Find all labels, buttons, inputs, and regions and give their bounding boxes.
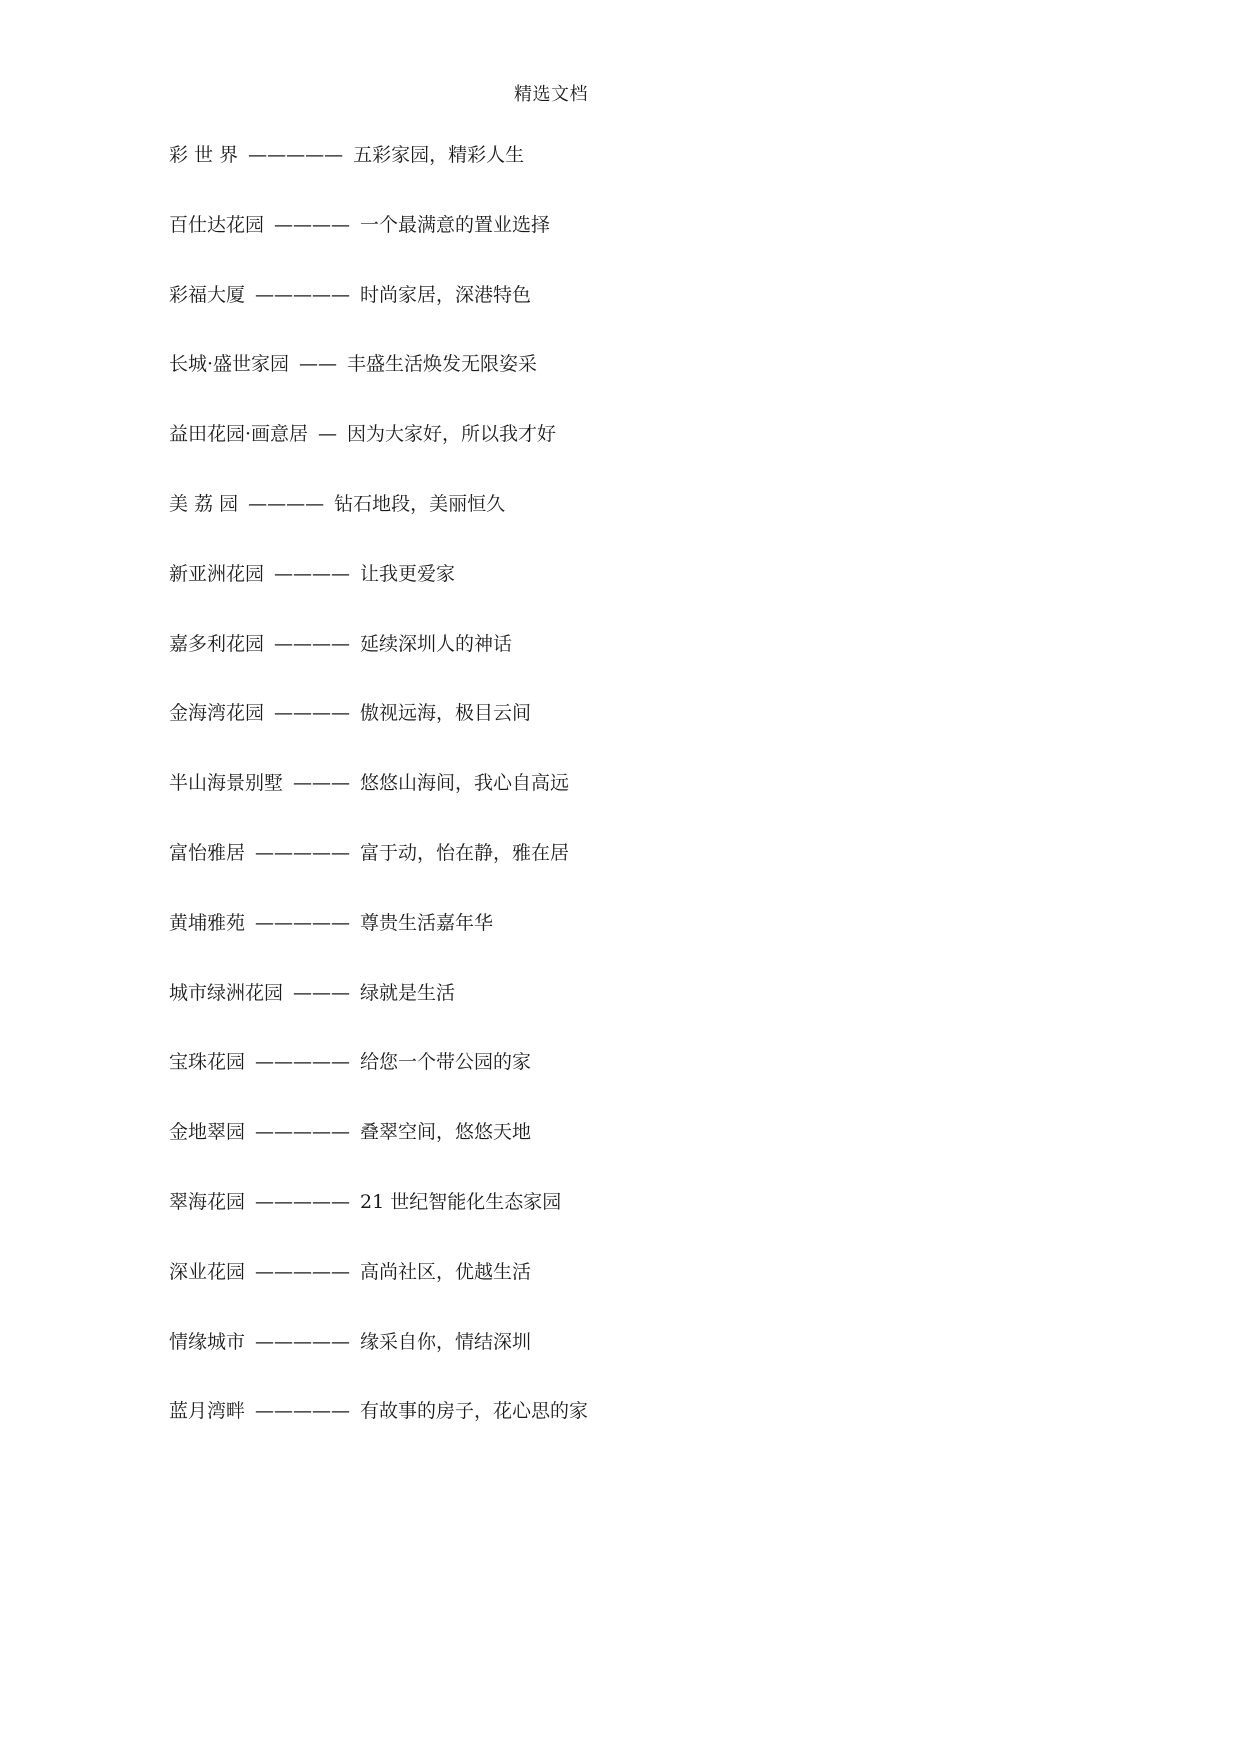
- slogan-text: 五彩家园，精彩人生: [353, 144, 525, 166]
- slogan-text: 21 世纪智能化生态家园: [360, 1190, 562, 1213]
- list-item: [169, 631, 989, 701]
- list-item: [169, 1329, 989, 1399]
- slogan-text: 叠翠空间，悠悠天地: [360, 1121, 532, 1144]
- property-name: 城市绿洲花园: [169, 981, 284, 1004]
- slogan-text: 钻石地段，美丽恒久: [334, 492, 506, 515]
- slogan-text: 一个最满意的置业选择: [360, 213, 551, 236]
- dash-separator: ————: [274, 702, 351, 725]
- dash-separator: —————: [248, 144, 344, 166]
- slogan-text: 悠悠山海间，我心自高远: [360, 772, 570, 795]
- property-name: 深业花园: [169, 1260, 246, 1283]
- slogan-text: 缘采自你，情结深圳: [360, 1330, 532, 1353]
- slogan-text: 傲视远海，极目云间: [360, 702, 532, 725]
- list-item: [169, 421, 989, 491]
- page-header: 精选文档: [514, 84, 588, 105]
- property-name: 彩 世 界: [169, 144, 239, 166]
- dash-separator: —————: [255, 1260, 351, 1283]
- dash-separator: ————: [248, 492, 325, 515]
- dash-separator: —————: [255, 1330, 351, 1353]
- slogan-text: 丰盛生活焕发无限姿采: [347, 353, 538, 376]
- property-name: 美 荔 园: [169, 492, 239, 515]
- dash-separator: ——: [299, 353, 338, 376]
- slogan-text: 绿就是生活: [360, 981, 456, 1004]
- slogan-text: 尊贵生活嘉年华: [360, 911, 494, 934]
- property-name: 半山海景别墅: [169, 772, 284, 795]
- property-name: 宝珠花园: [169, 1051, 246, 1074]
- slogan-text: 高尚社区，优越生活: [360, 1260, 532, 1283]
- property-name: 益田花园·画意居: [169, 423, 309, 446]
- dash-separator: ———: [293, 772, 351, 795]
- slogan-text: 因为大家好，所以我才好: [347, 423, 557, 446]
- property-name: 嘉多利花园: [169, 632, 265, 655]
- property-name: 蓝月湾畔: [169, 1400, 246, 1423]
- dash-separator: —————: [255, 911, 351, 934]
- dash-separator: ————: [274, 562, 351, 585]
- list-item: [169, 561, 989, 631]
- slogan-text: 时尚家居，深港特色: [360, 283, 532, 306]
- dash-separator: —: [318, 423, 338, 446]
- dash-separator: ————: [274, 632, 351, 655]
- property-name: 百仕达花园: [169, 213, 265, 236]
- dash-separator: —————: [255, 1121, 351, 1144]
- list-item: [169, 1119, 989, 1189]
- slogan-text: 富于动，怡在静，雅在居: [360, 841, 570, 864]
- list-item: [169, 770, 989, 840]
- property-name: 长城·盛世家园: [169, 353, 290, 376]
- dash-separator: ————: [274, 213, 351, 236]
- property-name: 金海湾花园: [169, 702, 265, 725]
- dash-separator: —————: [255, 283, 351, 306]
- dash-separator: ———: [293, 981, 351, 1004]
- dash-separator: —————: [255, 1190, 351, 1213]
- list-item: [169, 142, 989, 212]
- list-item: [169, 1049, 989, 1119]
- dash-separator: —————: [255, 1051, 351, 1074]
- dash-separator: —————: [255, 841, 351, 864]
- property-name: 翠海花园: [169, 1190, 246, 1213]
- property-name: 富怡雅居: [169, 841, 246, 864]
- list-item: [169, 1259, 989, 1329]
- list-item: [169, 840, 989, 910]
- dash-separator: —————: [255, 1400, 351, 1423]
- list-item: [169, 980, 989, 1050]
- slogan-text: 让我更爱家: [360, 562, 456, 585]
- list-item: [169, 1189, 989, 1259]
- slogan-text: 有故事的房子，花心思的家: [360, 1400, 589, 1423]
- list-item: [169, 282, 989, 352]
- slogan-list: [169, 142, 989, 1468]
- property-name: 金地翠园: [169, 1121, 246, 1144]
- property-name: 彩福大厦: [169, 283, 246, 306]
- slogan-text: 延续深圳人的神话: [360, 632, 513, 655]
- property-name: 黄埔雅苑: [169, 911, 246, 934]
- list-item: [169, 212, 989, 282]
- list-item: [169, 910, 989, 980]
- list-item: [169, 700, 989, 770]
- property-name: 新亚洲花园: [169, 562, 265, 585]
- slogan-text: 给您一个带公园的家: [360, 1051, 532, 1074]
- list-item: [169, 351, 989, 421]
- list-item: [169, 1398, 989, 1468]
- list-item: [169, 491, 989, 561]
- property-name: 情缘城市: [169, 1330, 246, 1353]
